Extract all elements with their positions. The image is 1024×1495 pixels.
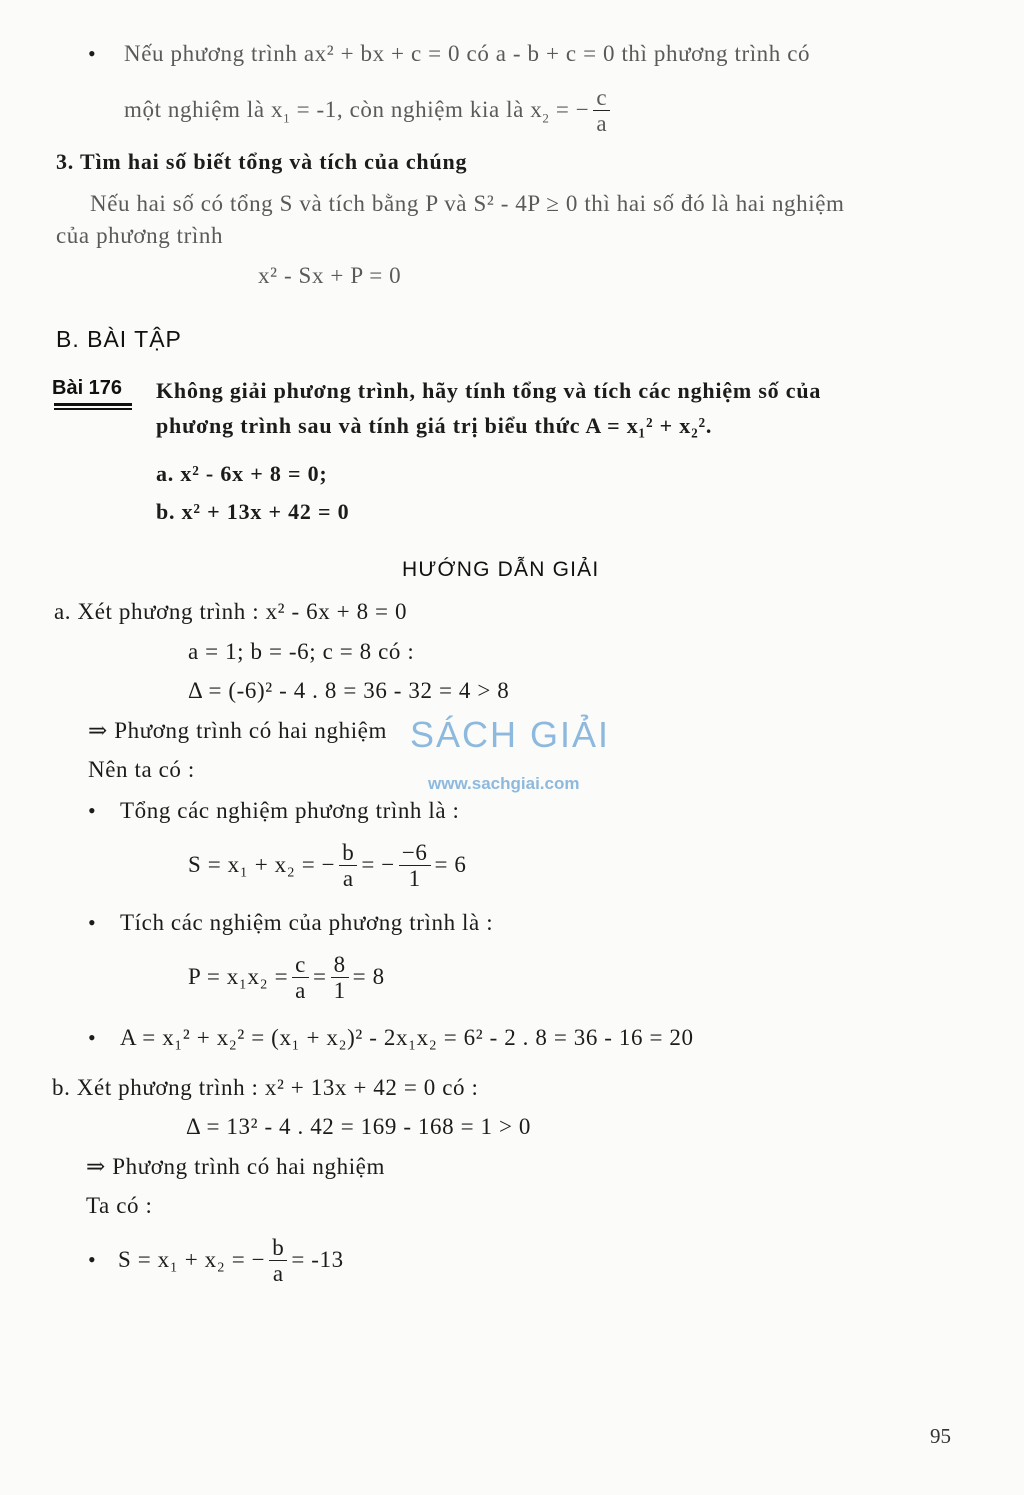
guide-a-conclusion: ⇒ Phương trình có hai nghiệm — [88, 718, 387, 743]
sum-mid: = − — [361, 852, 395, 877]
section-3-title: 3. Tìm hai số biết tổng và tích của chúng — [56, 149, 468, 174]
product-left: P = x₁x₂ = — [188, 964, 289, 989]
b-sum-left: S = x₁ + x₂ = − — [118, 1247, 266, 1272]
b-sum-right: = -13 — [291, 1247, 344, 1272]
fraction-denominator: 1 — [333, 978, 346, 1004]
bullet: • — [88, 1247, 96, 1272]
guide-a-expression-A: A = x₁² + x₂² = (x₁ + x₂)² - 2x₁x₂ = 6² - 2 . 8 = 36 - 16 = 20 — [120, 1025, 694, 1050]
product-fraction-2 — [331, 953, 349, 1004]
intro-line-2-mid: = -1, còn nghiệm kia là x — [290, 96, 543, 122]
intro-line-1: Nếu phương trình ax² + bx + c = 0 có a - b + c = 0 thì phương trình có — [124, 41, 811, 66]
fraction-denominator: 1 — [408, 866, 421, 892]
guide-title: HƯỚNG DẪN GIẢI — [402, 558, 600, 581]
guide-b-sum-formula — [118, 1230, 344, 1290]
fraction-denominator: a — [342, 866, 354, 892]
bullet: • — [88, 910, 96, 935]
intro-line-2: một nghiệm là $x_1 = -1$, còn nghiệm kia là $x_2$ = − $\frac{c}{a}$ — [124, 86, 614, 137]
b-sum-fraction — [269, 1236, 287, 1287]
bullet: • — [88, 1025, 96, 1050]
section-b-title: B. BÀI TẬP — [56, 326, 182, 352]
sum-left: S = x₁ + x₂ = − — [188, 852, 336, 877]
exercise-part-a: a. x² - 6x + 8 = 0; — [156, 461, 328, 486]
fraction-numerator: b — [269, 1236, 287, 1261]
fraction-numerator: b — [339, 841, 357, 866]
section-3-equation: x² - Sx + P = 0 — [258, 263, 402, 288]
fraction-denominator: a — [272, 1261, 284, 1287]
guide-a-product-formula — [188, 947, 385, 1007]
exercise-tag-underline-2 — [54, 408, 132, 410]
product-fraction-1 — [292, 953, 309, 1004]
sum-right: = 6 — [434, 852, 467, 877]
exercise-tag-underline — [54, 403, 132, 406]
product-mid: = — [312, 964, 327, 989]
exercise-line-1: Không giải phương trình, hãy tính tổng và tích các nghiệm số của — [156, 378, 822, 403]
sum-fraction-1 — [339, 841, 357, 892]
fraction-numerator: 8 — [331, 953, 349, 978]
bullet: • — [88, 798, 96, 823]
guide-b-delta: Δ = 13² - 4 . 42 = 169 - 168 = 1 > 0 — [186, 1114, 531, 1139]
fraction-denominator: a — [596, 111, 608, 136]
sum-fraction-2 — [399, 841, 431, 892]
guide-a-sum-label: Tổng các nghiệm phương trình là : — [120, 798, 460, 823]
guide-a-sum-formula — [188, 835, 467, 895]
guide-b-taco: Ta có : — [86, 1193, 153, 1218]
fraction-numerator: −6 — [399, 841, 431, 866]
page-number: 95 — [930, 1424, 951, 1448]
guide-a-delta: Δ = (-6)² - 4 . 8 = 36 - 32 = 4 > 8 — [188, 678, 510, 703]
intro-line-2-end: = − — [549, 96, 590, 122]
fraction-denominator: a — [295, 978, 306, 1004]
guide-a-coefficients: a = 1; b = -6; c = 8 có : — [188, 639, 415, 664]
section-3-text-2: của phương trình — [56, 223, 224, 248]
guide-a-product-label: Tích các nghiệm của phương trình là : — [120, 910, 494, 935]
bullet: • — [88, 41, 96, 66]
guide-b-intro: b. Xét phương trình : x² + 13x + 42 = 0 có : — [52, 1075, 479, 1100]
guide-a-nen: Nên ta có : — [88, 757, 195, 782]
watermark-url: www.sachgiai.com — [428, 774, 580, 793]
intro-line-2-prefix: một nghiệm là x — [124, 96, 284, 122]
guide-b-conclusion: ⇒ Phương trình có hai nghiệm — [86, 1154, 385, 1179]
exercise-tag: Bài 176 — [52, 377, 123, 399]
section-3-text-1: Nếu hai số có tổng S và tích bằng P và S² - 4P ≥ 0 thì hai số đó là hai nghiệm — [90, 191, 845, 216]
product-right: = 8 — [352, 964, 385, 989]
watermark-logo: SÁCH GIẢI — [410, 714, 611, 755]
exercise-line-2: phương trình sau và tính giá trị biểu thức A = x₁² + x₂². — [156, 413, 713, 438]
exercise-part-b: b. x² + 13x + 42 = 0 — [156, 499, 350, 524]
intro-fraction — [593, 86, 610, 137]
guide-a-intro: a. Xét phương trình : x² - 6x + 8 = 0 — [54, 599, 408, 624]
fraction-numerator: c — [292, 953, 309, 978]
fraction-numerator: c — [593, 86, 610, 111]
